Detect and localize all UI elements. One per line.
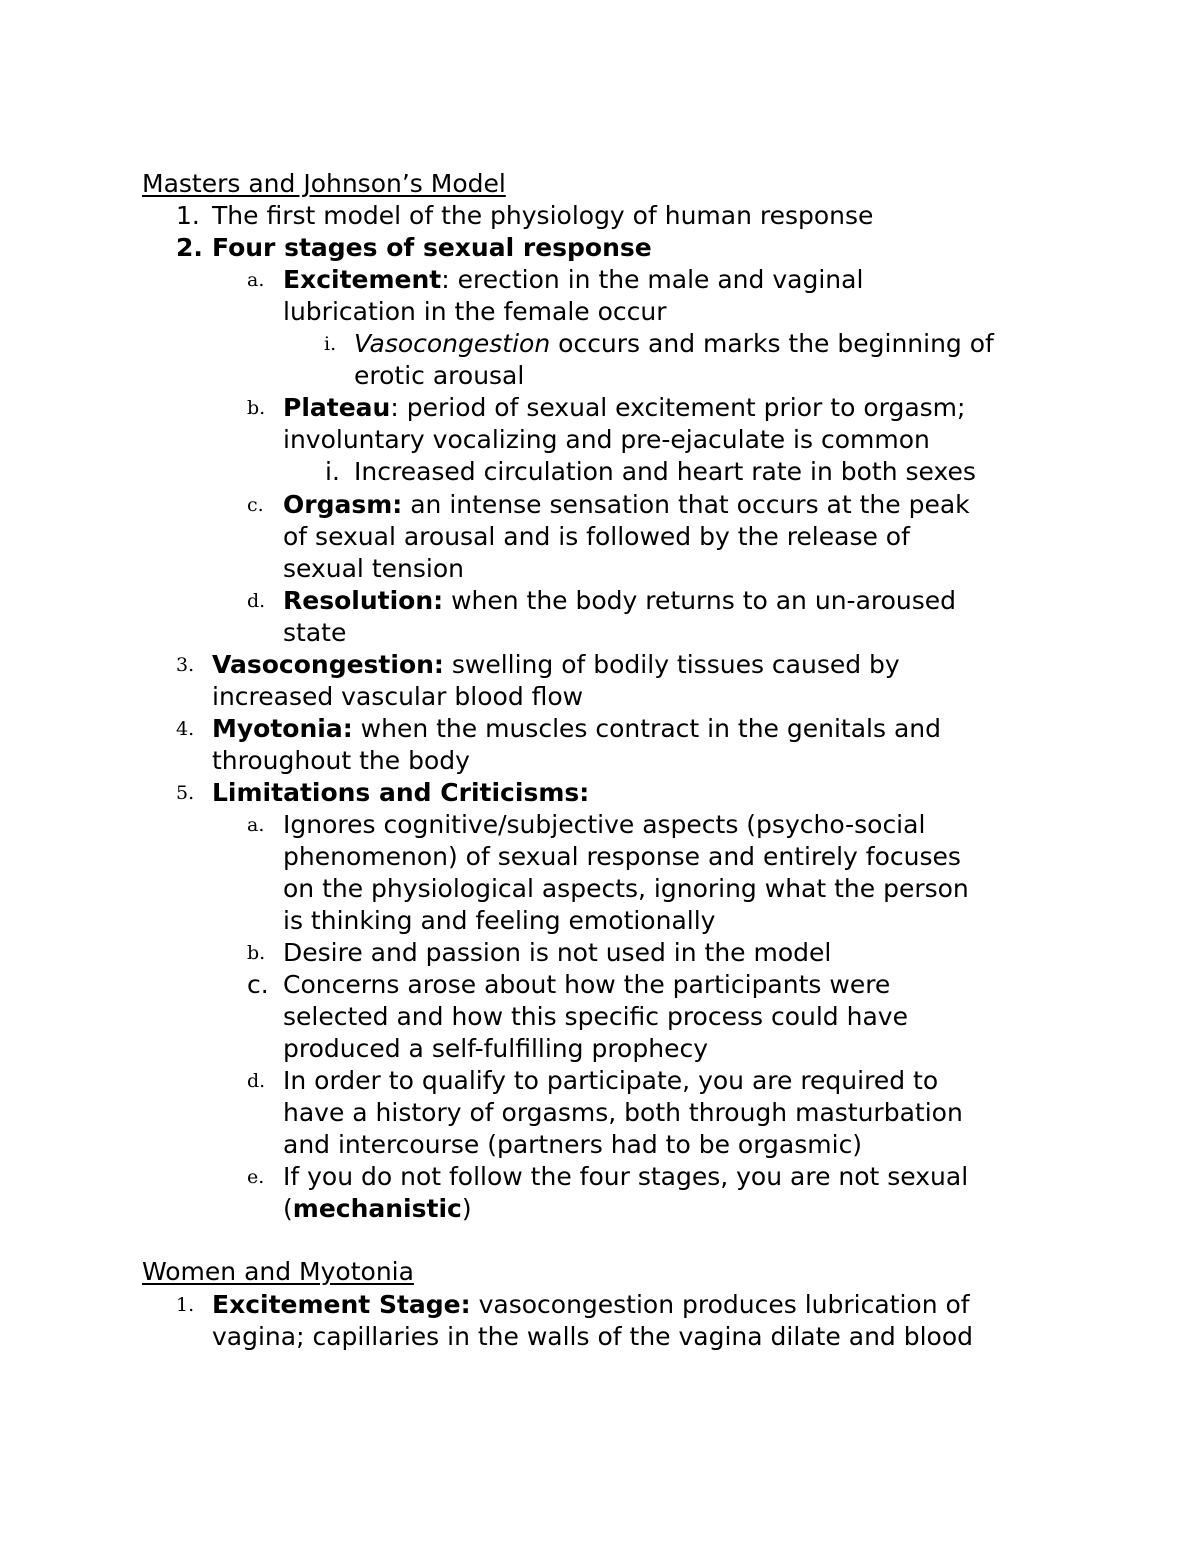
list-item-text (283, 264, 863, 296)
list-marker: b. (247, 942, 266, 964)
list-item-text (212, 713, 941, 745)
term: Vasocongestion: (212, 650, 444, 679)
list-item-text: In order to qualify to participate, you are required to (283, 1066, 939, 1095)
term: Orgasm: (283, 490, 403, 519)
list-marker: 1. (176, 201, 200, 230)
list-marker: 2. (176, 233, 203, 262)
list-item-text: on the physiological aspects, ignoring what the person (283, 874, 969, 903)
list-item-text (212, 649, 900, 681)
list-item-text: selected and how this specific process could have (283, 1002, 908, 1031)
list-marker: d. (247, 590, 266, 612)
list-item-text: sexual tension (283, 554, 464, 583)
list-marker: 5. (176, 782, 195, 804)
term: mechanistic (292, 1194, 462, 1223)
list-item-text: Ignores cognitive/subjective aspects (psycho-social (283, 810, 926, 839)
list-item-text: throughout the body (212, 746, 470, 775)
list-item-text: and intercourse (partners had to be orgasmic) (283, 1130, 863, 1159)
list-item-text: produced a self-fulfilling prophecy (283, 1034, 708, 1063)
list-item-text (212, 1289, 970, 1321)
list-marker: i. (324, 333, 337, 355)
section-heading-women-myotonia: Women and Myotonia (142, 1257, 414, 1286)
term: Excitement Stage: (212, 1290, 471, 1319)
list-marker: a. (247, 269, 265, 291)
list-item-text: Concerns arose about how the participants were (283, 970, 891, 999)
definition: swelling of bodily tissues caused by (443, 650, 900, 679)
list-item-text: increased vascular blood flow (212, 682, 584, 711)
definition: when the muscles contract in the genitals and (352, 714, 941, 743)
paren-close: ) (461, 1194, 472, 1223)
list-marker: e. (247, 1166, 265, 1188)
list-item-text: If you do not follow the four stages, you are not sexual (283, 1162, 969, 1191)
list-item-text: of sexual arousal and is followed by the release of (283, 522, 910, 551)
list-item-text (283, 489, 970, 521)
list-item-text: state (283, 618, 347, 647)
list-item-text: Increased circulation and heart rate in both sexes (354, 457, 976, 486)
term: Vasocongestion (354, 329, 551, 358)
definition: : erection in the male and vaginal (441, 265, 864, 294)
list-marker: b. (247, 397, 266, 419)
definition: occurs and marks the beginning of (550, 329, 994, 358)
list-item-text: vagina; capillaries in the walls of the vagina dilate and blood (212, 1322, 973, 1351)
list-item-text (283, 392, 965, 424)
list-marker: 4. (176, 718, 195, 740)
list-marker: c. (247, 494, 264, 516)
list-item-text (354, 328, 994, 360)
list-marker: 1. (176, 1294, 195, 1316)
list-item-text: is thinking and feeling emotionally (283, 906, 716, 935)
paren-open: ( (283, 1194, 293, 1223)
definition: : period of sexual excitement prior to orgasm; (390, 393, 966, 422)
list-marker: 3. (176, 654, 195, 676)
definition: an intense sensation that occurs at the peak (402, 490, 970, 519)
term: Resolution: (283, 586, 444, 615)
term: Myotonia: (212, 714, 353, 743)
list-item-text: erotic arousal (354, 361, 525, 390)
term: Plateau (283, 393, 391, 422)
term: Excitement (283, 265, 442, 294)
definition: vasocongestion produces lubrication of (470, 1290, 970, 1319)
list-item-title: Four stages of sexual response (212, 233, 652, 262)
list-marker: i. (325, 457, 340, 486)
list-item-text (283, 1193, 472, 1225)
list-item-text: involuntary vocalizing and pre-ejaculate is common (283, 425, 930, 454)
list-item-text (283, 585, 956, 617)
list-item-title: Limitations and Criticisms: (212, 778, 590, 807)
list-marker: d. (247, 1070, 266, 1092)
list-item-text: lubrication in the female occur (283, 297, 667, 326)
list-item-text: Desire and passion is not used in the model (283, 938, 832, 967)
list-marker: a. (247, 814, 265, 836)
section-heading-masters-johnson: Masters and Johnson’s Model (142, 169, 506, 198)
list-item-text: The first model of the physiology of human response (212, 201, 874, 230)
list-marker: c. (247, 970, 269, 999)
list-item-text: have a history of orgasms, both through masturbation (283, 1098, 963, 1127)
definition: when the body returns to an un-aroused (443, 586, 957, 615)
list-item-text: phenomenon) of sexual response and entirely focuses (283, 842, 961, 871)
